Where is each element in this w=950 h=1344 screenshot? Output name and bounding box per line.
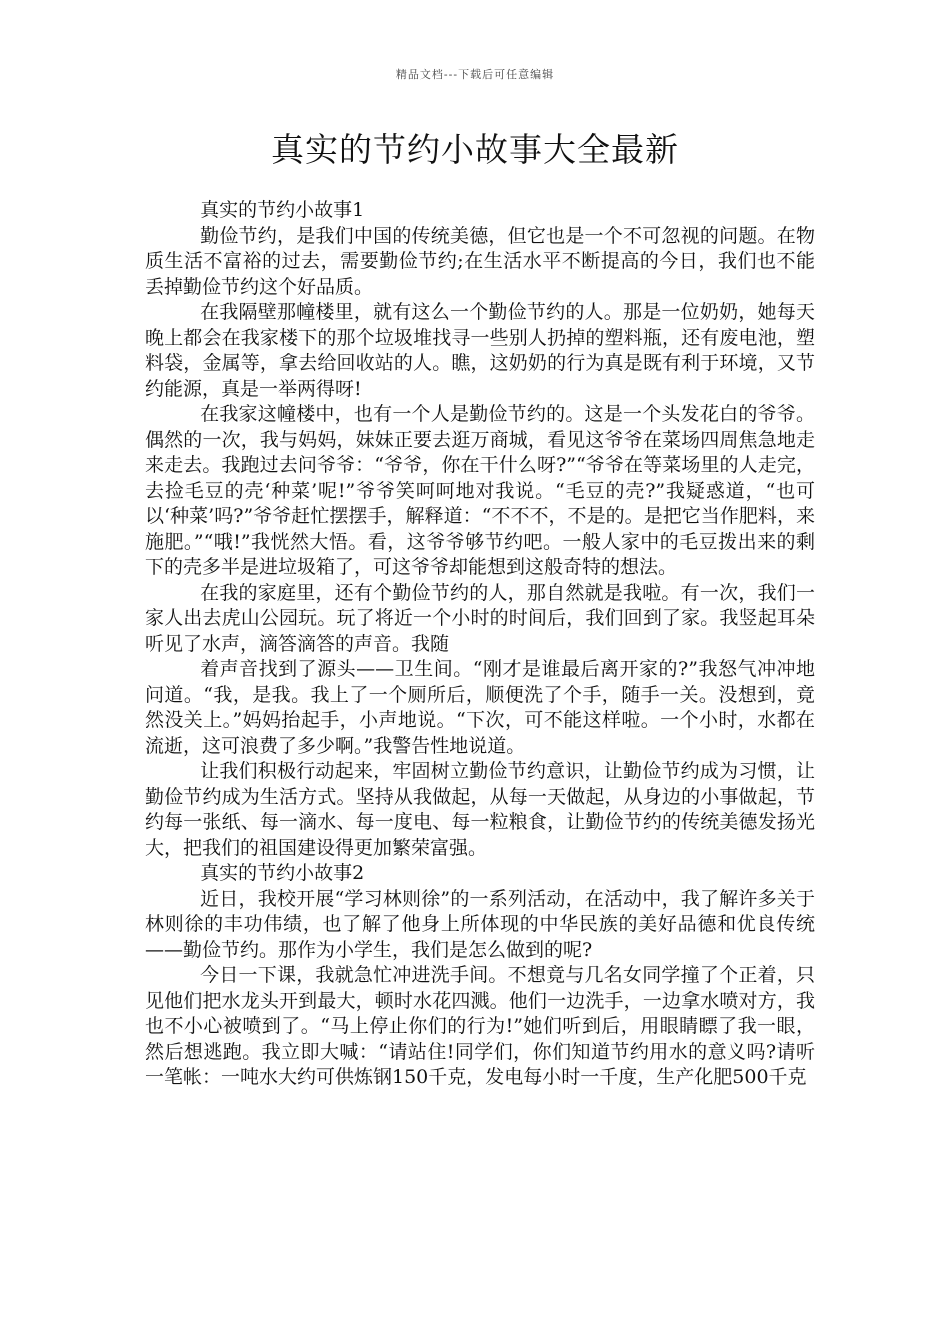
- section-heading: 真实的节约小故事2: [200, 862, 365, 884]
- paragraph: 在我的家庭里，还有个勤俭节约的人，那自然就是我啦。有一次，我们一家人出去虎山公园玩。玩了将近一个小时的时间后，我们回到了家。我竖起耳朵听见了水声，滴答滴答的声音。我随: [145, 581, 815, 655]
- document-body: [145, 198, 815, 1091]
- paragraph: 让我们积极行动起来，牢固树立勤俭节约意识，让勤俭节约成为习惯，让勤俭节约成为生活方式。坚持从我做起，从每一天做起，从身边的小事做起，节约每一张纸、每一滴水、每一度电、每一粒粮食，让勤俭节约的传统美德发扬光大，把我们的祖国建设得更加繁荣富强。: [145, 760, 815, 859]
- paragraph: 勤俭节约，是我们中国的传统美德，但它也是一个不可忽视的问题。在物质生活不富裕的过去，需要勤俭节约;在生活水平不断提高的今日，我们也不能丢掉勤俭节约这个好品质。: [145, 224, 815, 298]
- paragraph: 在我家这幢楼中，也有一个人是勤俭节约的。这是一个头发花白的爷爷。偶然的一次，我与妈妈，妹妹正要去逛万商城，看见这爷爷在菜场四周焦急地走来走去。我跑过去问爷爷：“爷爷，你在干什么呀?”“爷爷在等菜场里的人走完，去捡毛豆的壳‘种菜’呢!”爷爷笑呵呵地对我说。“毛豆的壳?”我疑惑道，“也可以‘种菜’吗?”爷爷赶忙摆摆手，解释道：“不不不，不是的。是把它当作肥料，来施肥。”“哦!”我恍然大悟。看，这爷爷够节约吧。一般人家中的毛豆拨出来的剩下的壳多半是进垃圾箱了，可这爷爷却能想到这般奇特的想法。: [145, 403, 815, 578]
- section-heading: 真实的节约小故事1: [200, 199, 365, 221]
- paragraph: 着声音找到了源头——卫生间。“刚才是谁最后离开家的?”我怒气冲冲地问道。“我，是我。我上了一个厕所后，顺便洗了个手，随手一关。没想到，竟然没关上。”妈妈抬起手，小声地说。“下次，可不能这样啦。一个小时，水都在流逝，这可浪费了多少啊。”我警告性地说道。: [145, 658, 815, 757]
- paragraph: 今日一下课，我就急忙冲进洗手间。不想竟与几名女同学撞了个正着，只见他们把水龙头开到最大，顿时水花四溅。他们一边洗手，一边拿水喷对方，我也不小心被喷到了。“马上停止你们的行为!”她们听到后，用眼睛瞟了我一眼，然后想逃跑。我立即大喊：“请站住!同学们，你们知道节约用水的意义吗?请听一笔帐：一吨水大约可供炼钢150千克，发电每小时一千度，生产化肥500千克: [145, 964, 815, 1088]
- document-title: 真实的节约小故事大全最新: [271, 130, 679, 169]
- paragraph: 在我隔壁那幢楼里，就有这么一个勤俭节约的人。那是一位奶奶，她每天晚上都会在我家楼下的那个垃圾堆找寻一些别人扔掉的塑料瓶，还有废电池，塑料袋，金属等，拿去给回收站的人。瞧，这奶奶的行为真是既有利于环境，又节约能源，真是一举两得呀!: [145, 301, 815, 400]
- header-note: 精品文档---下载后可任意编辑: [395, 68, 555, 81]
- paragraph: 近日，我校开展“学习林则徐”的一系列活动，在活动中，我了解许多关于林则徐的丰功伟绩，也了解了他身上所体现的中华民族的美好品德和优良传统——勤俭节约。那作为小学生，我们是怎么做到的呢?: [145, 887, 815, 961]
